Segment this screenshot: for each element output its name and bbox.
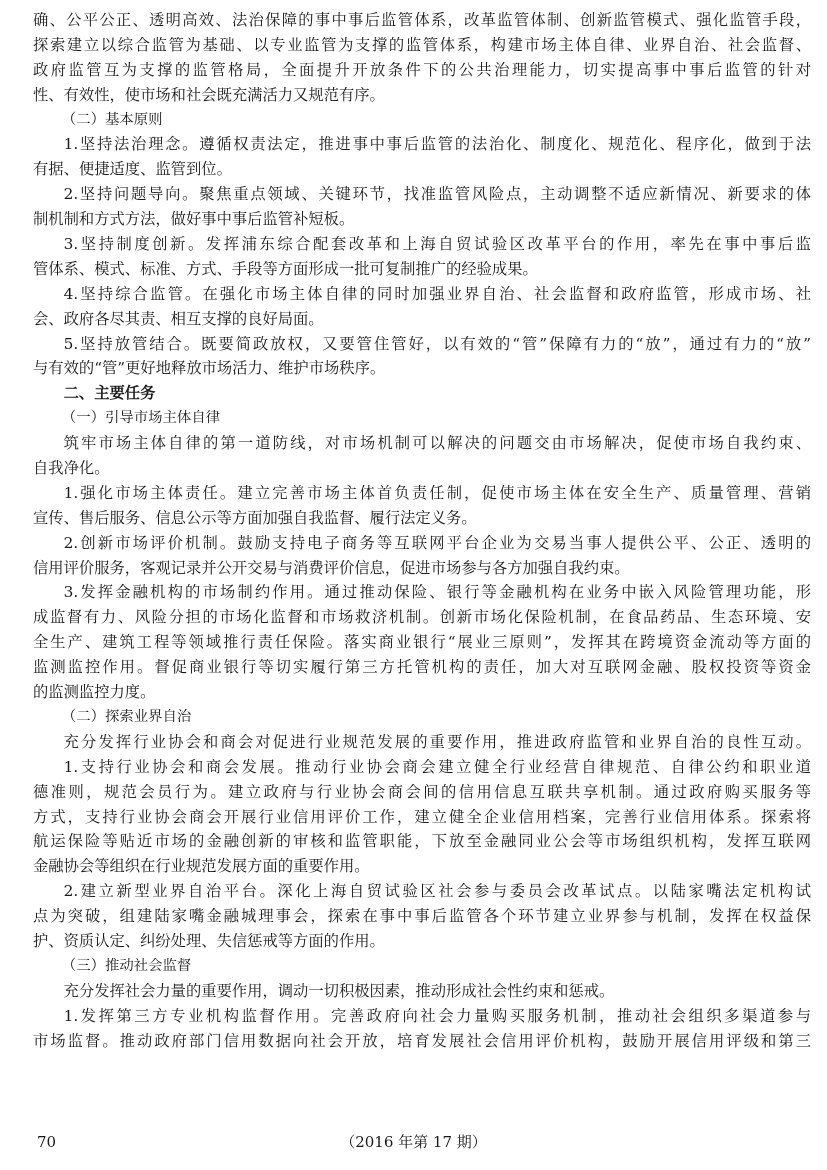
- text-line: （二）探索业界自治: [61, 708, 192, 725]
- text-line: 会、政府各尽其责、相互支撑的良好局面。: [33, 309, 324, 328]
- text-line: 信用评价服务，客观记录并公开交易与消费评价信息，促进市场参与各方加强自我约束。: [33, 558, 630, 577]
- text-line: 管体系、模式、标准、方式、手段等方面形成一批可复制推广的经验成果。: [33, 259, 538, 278]
- text-line: （三）推动社会监督: [61, 957, 192, 974]
- page-footer: [0, 1131, 827, 1153]
- text-line: 航运保险等贴近市场的金融创新的审核和监管职能，下放至金融同业公会等市场组织机构，发挥互联网: [33, 832, 811, 851]
- text-line: 1.坚持法治理念。遵循权责法定，推进事中事后监管的法治化、制度化、规范化、程序化，做到于法: [63, 135, 811, 154]
- text-line: 护、资质认定、纠纷处理、失信惩戒等方面的作用。: [33, 931, 385, 950]
- text-line: 探索建立以综合监管为基础、以专业监管为支撑的监管体系，构建市场主体自律、业界自治、社会监督、: [33, 35, 811, 54]
- text-line: 有据、便捷适度、监管到位。: [33, 160, 232, 179]
- text-line: 2.创新市场评价机制。鼓励支持电子商务等互联网平台企业为交易当事人提供公平、公正、透明的: [63, 533, 811, 552]
- text-line: 制机制和方式方法，做好事中事后监管补短板。: [33, 210, 355, 229]
- text-line: 1.发挥第三方专业机构监督作用。完善政府向社会力量购买服务机制，推动社会组织多渠道参与: [63, 1006, 811, 1025]
- text-line: 宣传、售后服务、信息公示等方面加强自我监督、履行法定义务。: [33, 508, 477, 527]
- text-line: 自我净化。: [33, 459, 110, 478]
- text-line: 2.建立新型业界自治平台。深化上海自贸试验区社会参与委员会改革试点。以陆家嘴法定机构试: [63, 882, 811, 901]
- issue-label: （2016 年第 17 期）: [340, 1133, 487, 1151]
- text-line: 全生产、建筑工程等领域推行责任保险。落实商业银行“展业三原则”，发挥其在跨境资金流动等方面的: [33, 633, 811, 652]
- text-line: 成监督有力、风险分担的市场化监督和市场救济机制。创新市场化保险机制，在食品药品、生态环境、安: [33, 608, 811, 627]
- text-line: 方式，支持行业协会商会开展行业信用评价工作，建立健全企业信用档案，完善行业信用体系。探索将: [33, 807, 811, 826]
- text-line: 筑牢市场主体自律的第一道防线，对市场机制可以解决的问题交由市场解决，促使市场自我约束、: [63, 434, 811, 453]
- text-line: 确、公平公正、透明高效、法治保障的事中事后监管体系，改革监管体制、创新监管模式、强化监管手段，: [33, 11, 811, 29]
- text-line: 4.坚持综合监管。在强化市场主体自律的同时加强业界自治、社会监督和政府监管，形成市场、社: [63, 284, 811, 303]
- text-line: 5.坚持放管结合。既要简政放权，又要管住管好，以有效的“管”保障有力的“放”，通过有力的“放”: [63, 334, 811, 353]
- text-line: （一）引导市场主体自律: [61, 410, 221, 427]
- text-line: 市场监督。推动政府部门信用数据向社会开放，培育发展社会信用评价机构，鼓励开展信用评级和第三: [33, 1031, 811, 1050]
- text-line: 的监测监控力度。: [33, 683, 156, 702]
- text-line: 充分发挥行业协会和商会对促进行业规范发展的重要作用，推进政府监管和业界自治的良性互动。: [63, 732, 811, 751]
- text-line: 1.支持行业协会和商会发展。推动行业协会商会建立健全行业经营自律规范、自律公约和职业道: [63, 757, 811, 776]
- text-line: （二）基本原则: [61, 111, 163, 128]
- page-number: 70: [37, 1133, 57, 1151]
- text-line: 监测监控作用。督促商业银行等切实履行第三方托管机构的责任，加大对互联网金融、股权投资等资金: [33, 658, 811, 677]
- text-line: 与有效的“管”更好地释放市场活力、维护市场秩序。: [33, 359, 386, 378]
- document-body: [33, 8, 811, 1053]
- text-line: 二、主要任务: [63, 384, 156, 403]
- text-line: 2.坚持问题导向。聚焦重点领域、关键环节，找准监管风险点，主动调整不适应新情况、新要求的体: [63, 185, 811, 204]
- text-line: 金融协会等组织在行业规范发展方面的重要作用。: [33, 857, 370, 876]
- text-line: 充分发挥社会力量的重要作用，调动一切积极因素，推动形成社会性约束和惩戒。: [63, 981, 615, 1000]
- text-line: 德准则，规范会员行为。建立政府与行业协会商会间的信用信息互联共享机制。通过政府购买服务等: [33, 782, 811, 801]
- text-line: 3.发挥金融机构的市场制约作用。通过推动保险、银行等金融机构在业务中嵌入风险管理功能，形: [63, 583, 811, 602]
- text-line: 3.坚持制度创新。发挥浦东综合配套改革和上海自贸试验区改革平台的作用，率先在事中事后监: [63, 235, 811, 254]
- text-line: 政府监管互为支撑的监管格局，全面提升开放条件下的公共治理能力，切实提高事中事后监管的针对: [33, 60, 811, 79]
- text-line: 1.强化市场主体责任。建立完善市场主体首负责任制，促使市场主体在安全生产、质量管理、营销: [63, 483, 811, 502]
- text-line: 点为突破，组建陆家嘴金融城理事会，探索在事中事后监管各个环节建立业界参与机制，发挥在权益保: [33, 907, 811, 926]
- text-line: 性、有效性，使市场和社会既充满活力又规范有序。: [33, 85, 385, 104]
